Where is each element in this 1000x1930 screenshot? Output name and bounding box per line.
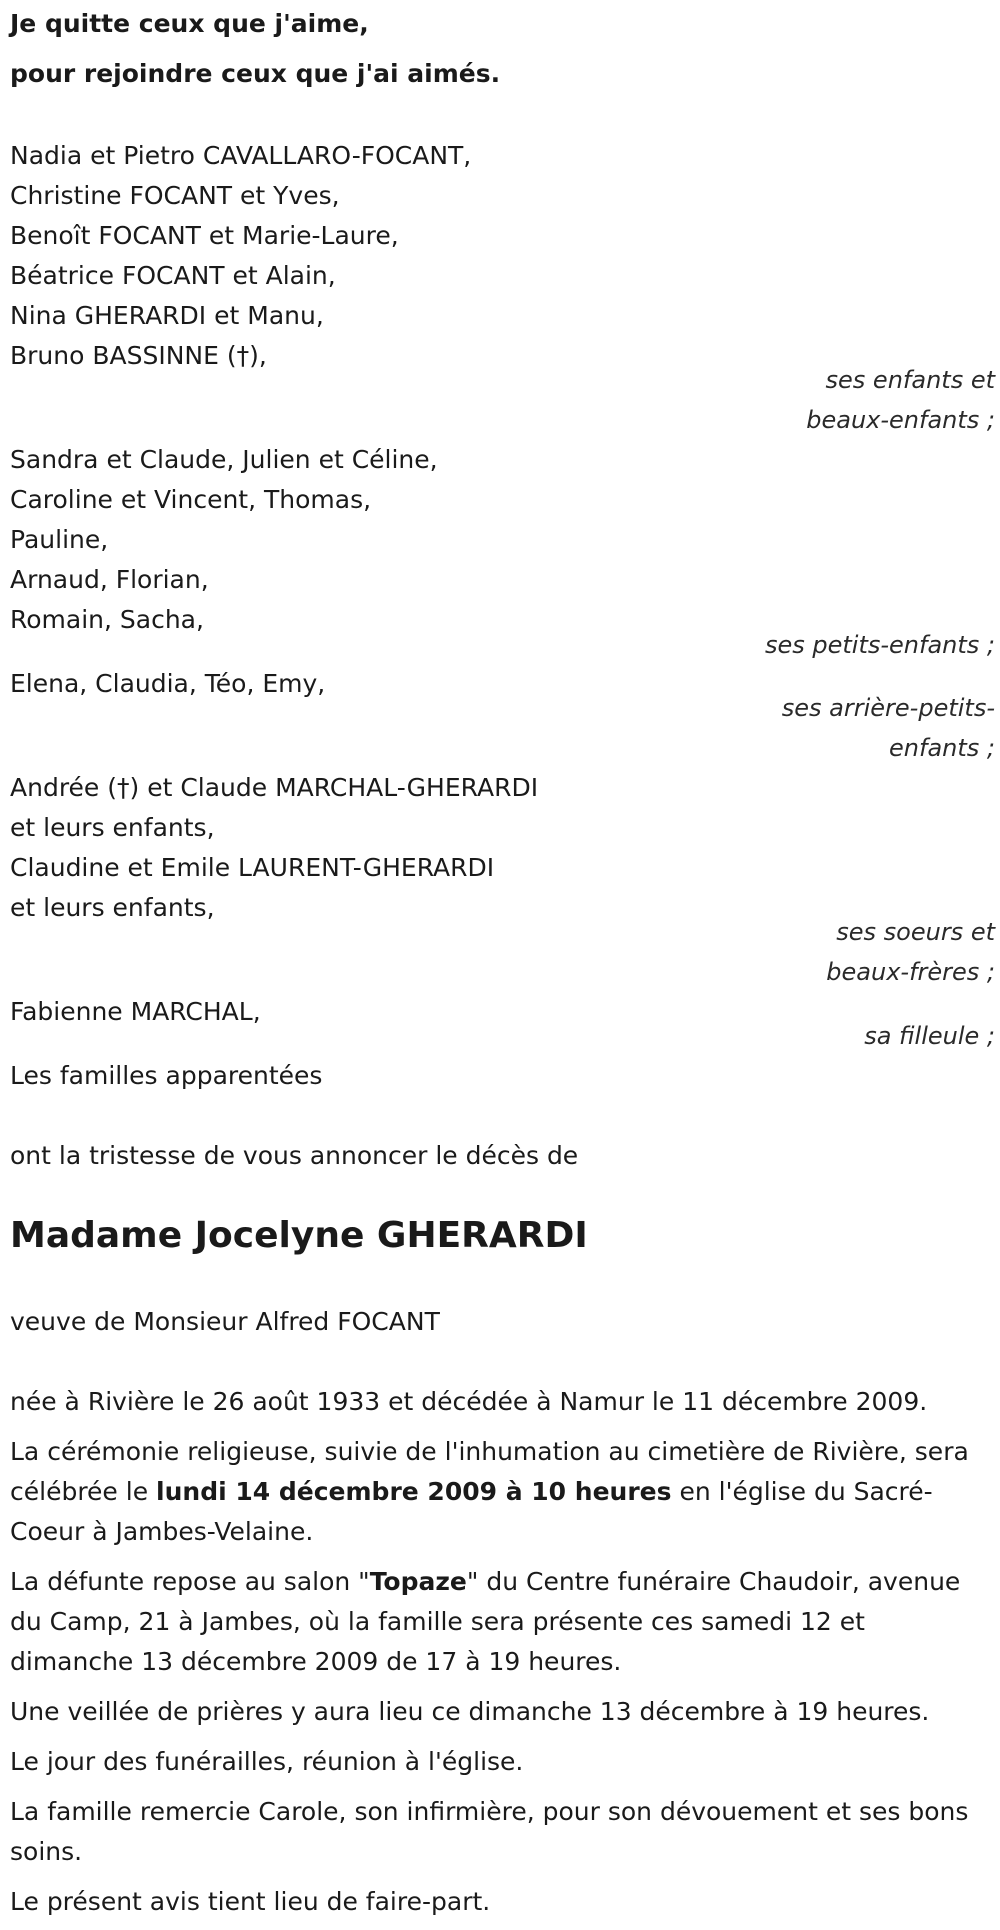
- siblings-name-1: Andrée (†) et Claude MARCHAL-GHERARDI: [10, 773, 539, 802]
- siblings-name-2: et leurs enfants,: [10, 813, 215, 842]
- ceremony-text-after: en l'église du Sacré-Coeur à Jambes-Velaine.: [10, 1477, 933, 1546]
- siblings-name-4: et leurs enfants,: [10, 893, 215, 922]
- grandchildren-name-3: Pauline,: [10, 525, 109, 554]
- repose-salon-name: Topaze: [369, 1567, 467, 1596]
- grandchildren-name-1: Sandra et Claude, Julien et Céline,: [10, 445, 438, 474]
- children-name-2: Christine FOCANT et Yves,: [10, 181, 340, 210]
- repose-paragraph: [10, 1562, 985, 1682]
- siblings-role-line-2: beaux-frères ;: [826, 958, 995, 986]
- children-name-1: Nadia et Pietro CAVALLARO-FOCANT,: [10, 141, 472, 170]
- deceased-name: Madame Jocelyne GHERARDI: [10, 1215, 588, 1256]
- thanks-paragraph: La famille remercie Carole, son infirmière, pour son dévouement et ses bons soins.: [10, 1797, 969, 1866]
- repose-text-before: La défunte repose au salon ": [10, 1567, 370, 1596]
- goddaughter-name: Fabienne MARCHAL,: [10, 997, 261, 1026]
- repose-text-after: " du Centre funéraire Chaudoir, avenue du Camp, 21 à Jambes, où la famille sera présente ces samedi 12 et dimanche 13 décembre 2009 de 17 à 19 heures.: [10, 1567, 961, 1676]
- children-name-3: Benoît FOCANT et Marie-Laure,: [10, 221, 399, 250]
- children-role-line-1: ses enfants et: [825, 366, 995, 394]
- announcement-text: ont la tristesse de vous annoncer le décès de: [10, 1141, 579, 1170]
- widow-of: veuve de Monsieur Alfred FOCANT: [10, 1307, 440, 1336]
- children-name-4: Béatrice FOCANT et Alain,: [10, 261, 336, 290]
- epigraph-line-1: Je quitte ceux que j'aime,: [10, 9, 369, 38]
- goddaughter-role: sa filleule ;: [864, 1022, 995, 1050]
- epigraph-line-2: pour rejoindre ceux que j'ai aimés.: [10, 59, 501, 88]
- grandchildren-name-4: Arnaud, Florian,: [10, 565, 209, 594]
- children-role-line-2: beaux-enfants ;: [806, 406, 995, 434]
- children-name-5: Nina GHERARDI et Manu,: [10, 301, 324, 330]
- great-grandchildren-names: Elena, Claudia, Téo, Emy,: [10, 669, 326, 698]
- related-families: Les familles apparentées: [10, 1061, 323, 1090]
- ceremony-paragraph: [10, 1432, 985, 1552]
- great-grandchildren-role-line-2: enfants ;: [889, 734, 995, 762]
- children-name-6: Bruno BASSINNE (†),: [10, 341, 267, 370]
- siblings-role-line-1: ses soeurs et: [836, 918, 995, 946]
- vigil-text: Une veillée de prières y aura lieu ce dimanche 13 décembre à 19 heures.: [10, 1697, 930, 1726]
- notice-text: Le présent avis tient lieu de faire-part.: [10, 1887, 491, 1916]
- ceremony-date-time: lundi 14 décembre 2009 à 10 heures: [156, 1477, 672, 1506]
- funeral-meeting-text: Le jour des funérailles, réunion à l'église.: [10, 1747, 524, 1776]
- ceremony-text-before: La cérémonie religieuse, suivie de l'inhumation au cimetière de Rivière, sera célébrée le: [10, 1437, 969, 1506]
- grandchildren-name-5: Romain, Sacha,: [10, 605, 204, 634]
- grandchildren-name-2: Caroline et Vincent, Thomas,: [10, 485, 372, 514]
- birth-death-dates: née à Rivière le 26 août 1933 et décédée à Namur le 11 décembre 2009.: [10, 1387, 928, 1416]
- great-grandchildren-role-line-1: ses arrière-petits-: [781, 694, 995, 722]
- grandchildren-role: ses petits-enfants ;: [764, 631, 995, 659]
- siblings-name-3: Claudine et Emile LAURENT-GHERARDI: [10, 853, 495, 882]
